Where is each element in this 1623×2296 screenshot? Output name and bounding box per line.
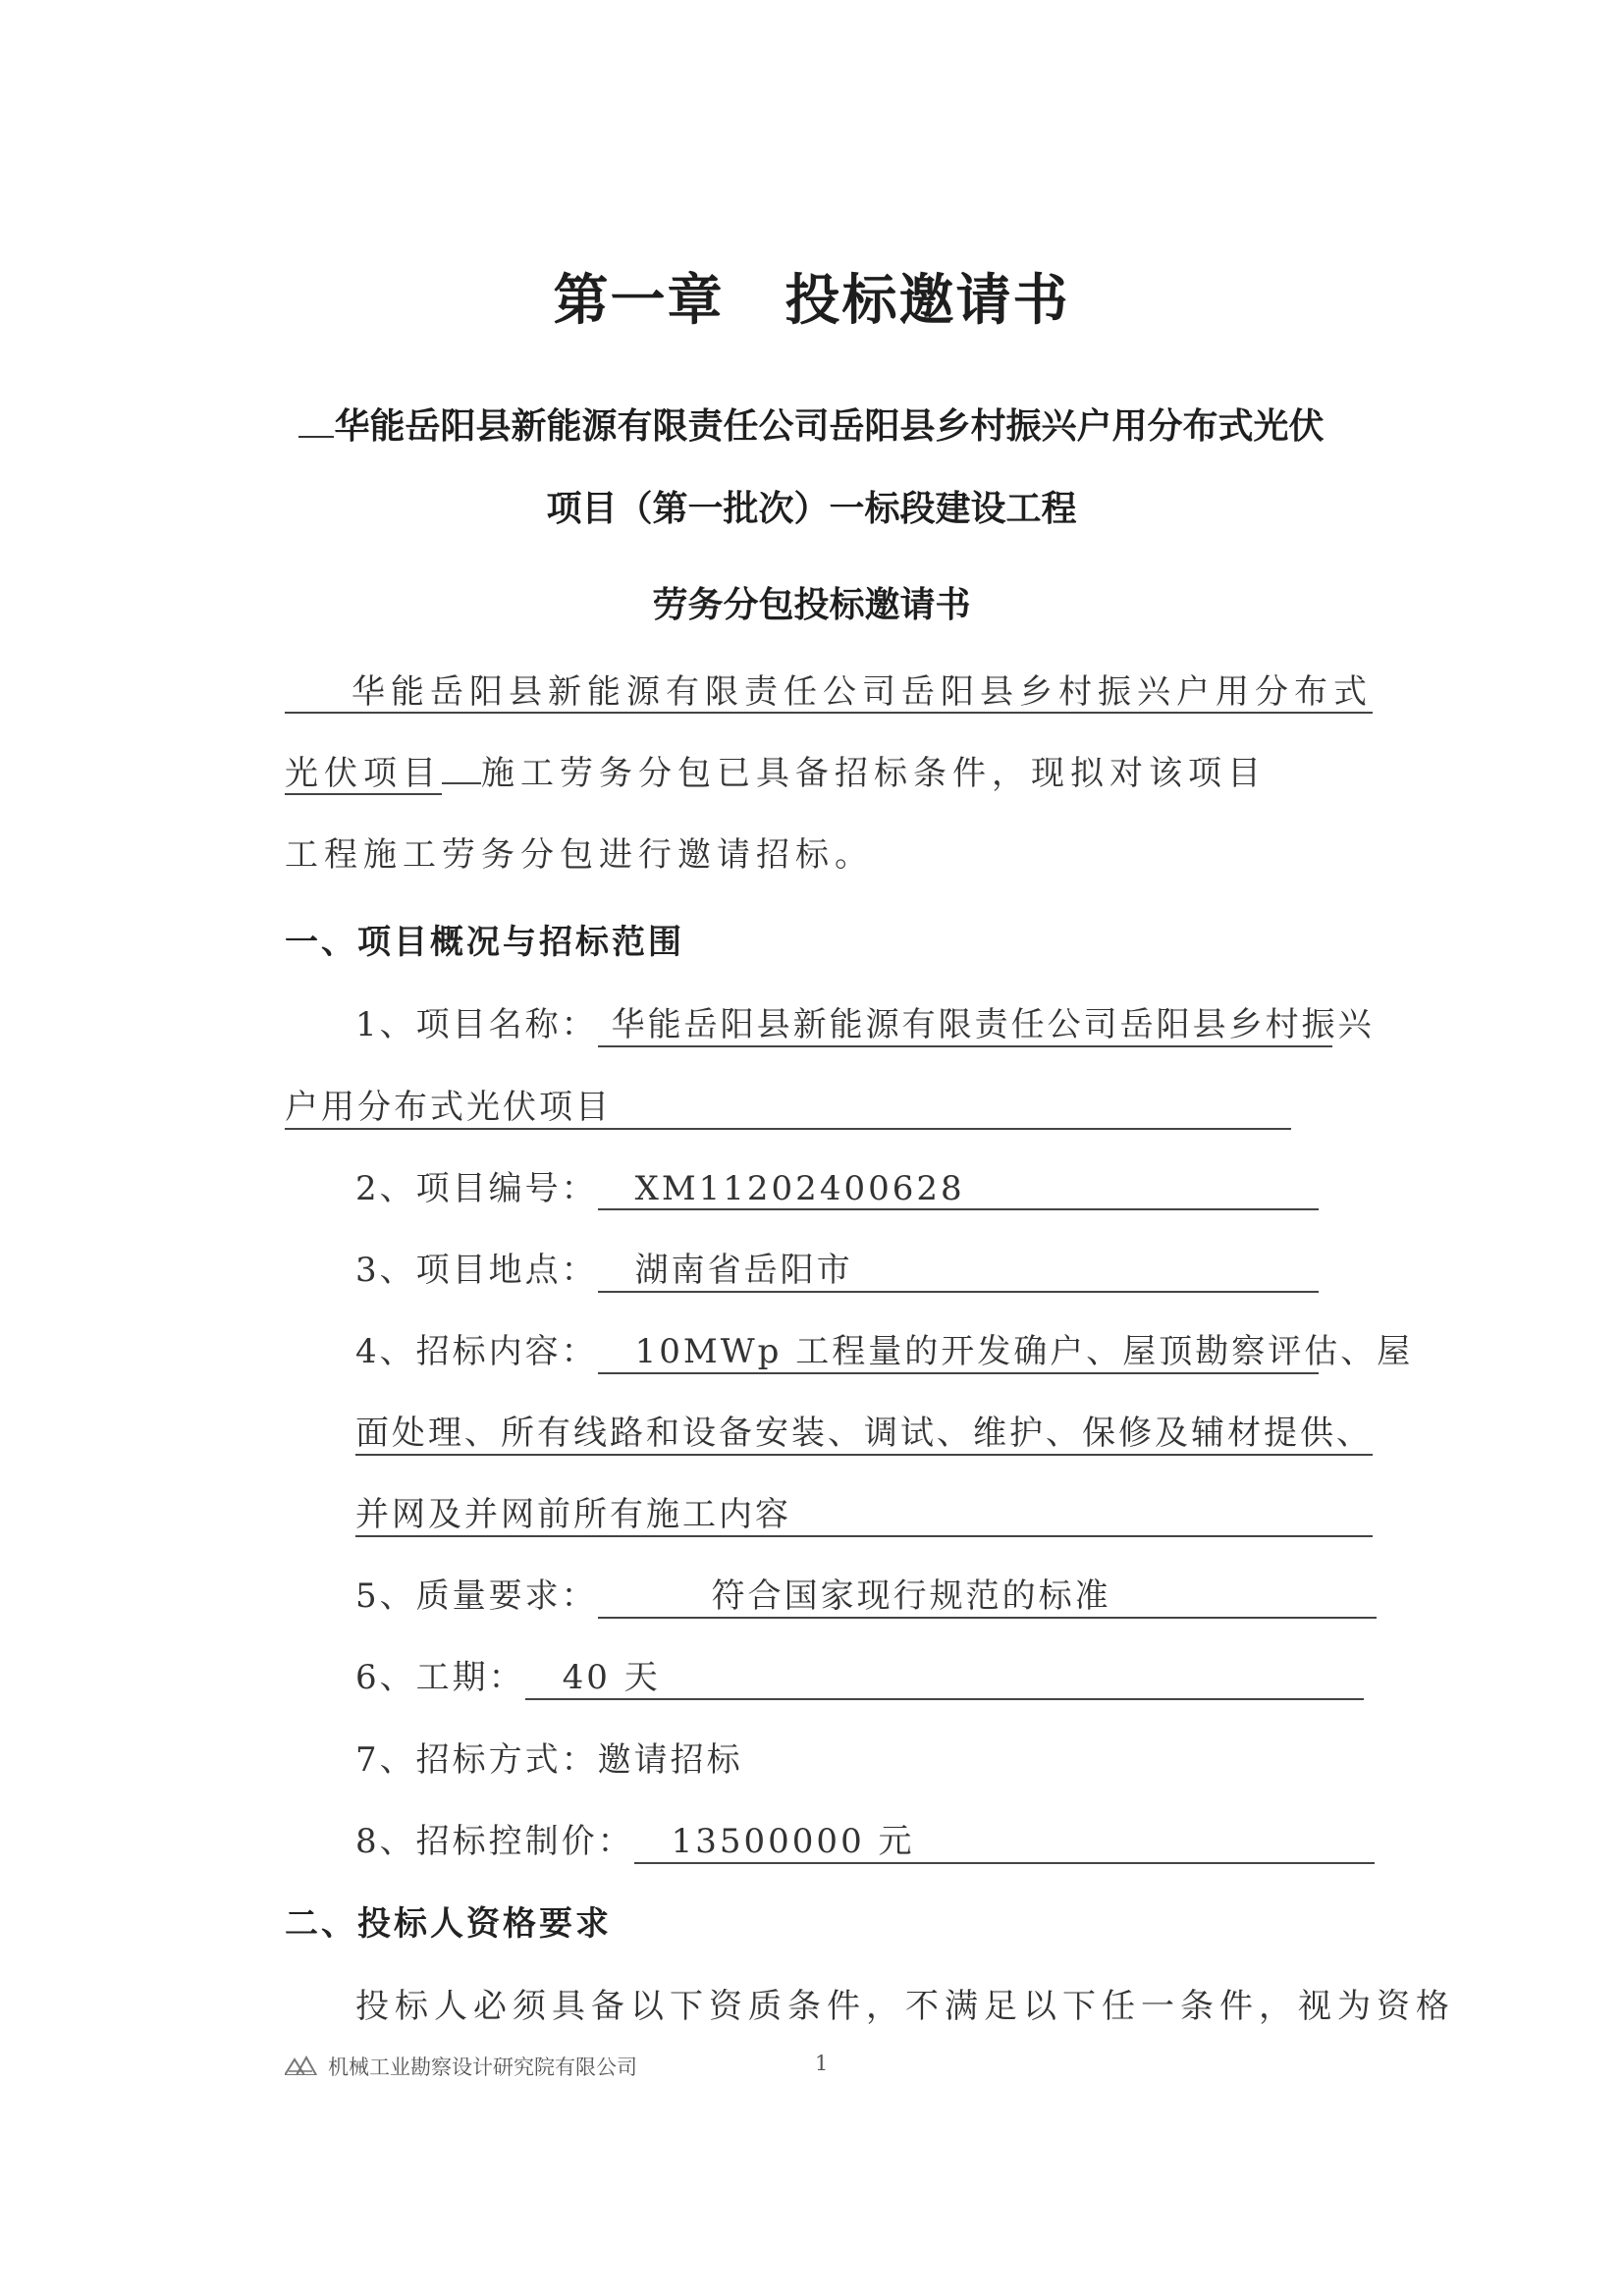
footer-company: 机械工业勘察设计研究院有限公司 <box>328 2056 637 2079</box>
bid-method-value: 邀请招标 <box>597 1740 743 1780</box>
intro-project-name-2: 光伏项目 <box>285 754 442 793</box>
item-bid-method: 7、招标方式：邀请招标 <box>355 1740 743 1780</box>
intro-text: 施工劳务分包已具备招标条件，现拟对该项目 <box>481 754 1267 793</box>
page-number: 1 <box>815 2052 829 2075</box>
bid-content-value-1: 10MWp 工程量的开发确户、屋顶勘察评估、屋 <box>598 1324 1319 1374</box>
project-code-value: XM11202400628 <box>598 1169 1319 1210</box>
item-project-name-cont <box>285 1080 1291 1130</box>
item-bid-content-cont-2 <box>355 1487 1373 1537</box>
project-location-value: 湖南省岳阳市 <box>598 1243 1319 1293</box>
heading-line-2: 项目（第一批次）一标段建设工程 <box>546 489 1077 529</box>
page-footer <box>285 2052 1375 2079</box>
item-project-name: 1、项目名称： 华能岳阳县新能源有限责任公司岳阳县乡村振兴 <box>355 997 1332 1047</box>
project-name-value-1: 华能岳阳县新能源有限责任公司岳阳县乡村振兴 <box>598 997 1332 1047</box>
chapter-title <box>0 257 1623 336</box>
section-1-title: 一、项目概况与招标范围 <box>285 923 684 962</box>
bid-content-value-2: 面处理、所有线路和设备安装、调试、维护、保修及辅材提供、 <box>355 1406 1373 1456</box>
triangle-logo-icon <box>285 2056 318 2075</box>
intro-paragraph <box>285 652 1375 896</box>
item-project-code: 2、项目编号： XM11202400628 <box>355 1161 1319 1210</box>
quality-value: 符合国家现行规范的标准 <box>598 1569 1377 1619</box>
intro-text-line3: 工程施工劳务分包进行邀请招标。 <box>285 835 874 875</box>
intro-project-name-1: 华能岳阳县新能源有限责任公司岳阳县乡村振兴户用分布式 <box>285 672 1373 714</box>
heading-line-3: 劳务分包投标邀请书 <box>652 585 971 625</box>
heading-line-1: 华能岳阳县新能源有限责任公司岳阳县乡村振兴户用分布式光伏 <box>0 399 1623 449</box>
section-2-title: 二、投标人资格要求 <box>285 1904 612 1944</box>
item-quality: 5、质量要求： 符合国家现行规范的标准 <box>355 1569 1377 1619</box>
chapter-name: 投标邀请书 <box>784 268 1070 333</box>
bid-content-value-3: 并网及并网前所有施工内容 <box>355 1487 1373 1537</box>
item-bid-content: 4、招标内容： 10MWp 工程量的开发确户、屋顶勘察评估、屋 <box>355 1324 1319 1374</box>
item-control-price: 8、招标控制价： 13500000 元 <box>355 1814 1375 1864</box>
item-bid-content-cont-1 <box>355 1406 1373 1456</box>
item-project-location: 3、项目地点： 湖南省岳阳市 <box>355 1243 1319 1293</box>
item-duration: 6、工期： 40 天 <box>355 1650 1364 1700</box>
duration-value: 40 天 <box>525 1650 1364 1700</box>
chapter-number: 第一章 <box>553 268 725 333</box>
control-price-value: 13500000 元 <box>634 1814 1375 1864</box>
project-name-value-2: 户用分布式光伏项目 <box>285 1080 1291 1130</box>
qualification-text: 投标人必须具备以下资质条件，不满足以下任一条件，视为资格 <box>355 1987 1455 2026</box>
